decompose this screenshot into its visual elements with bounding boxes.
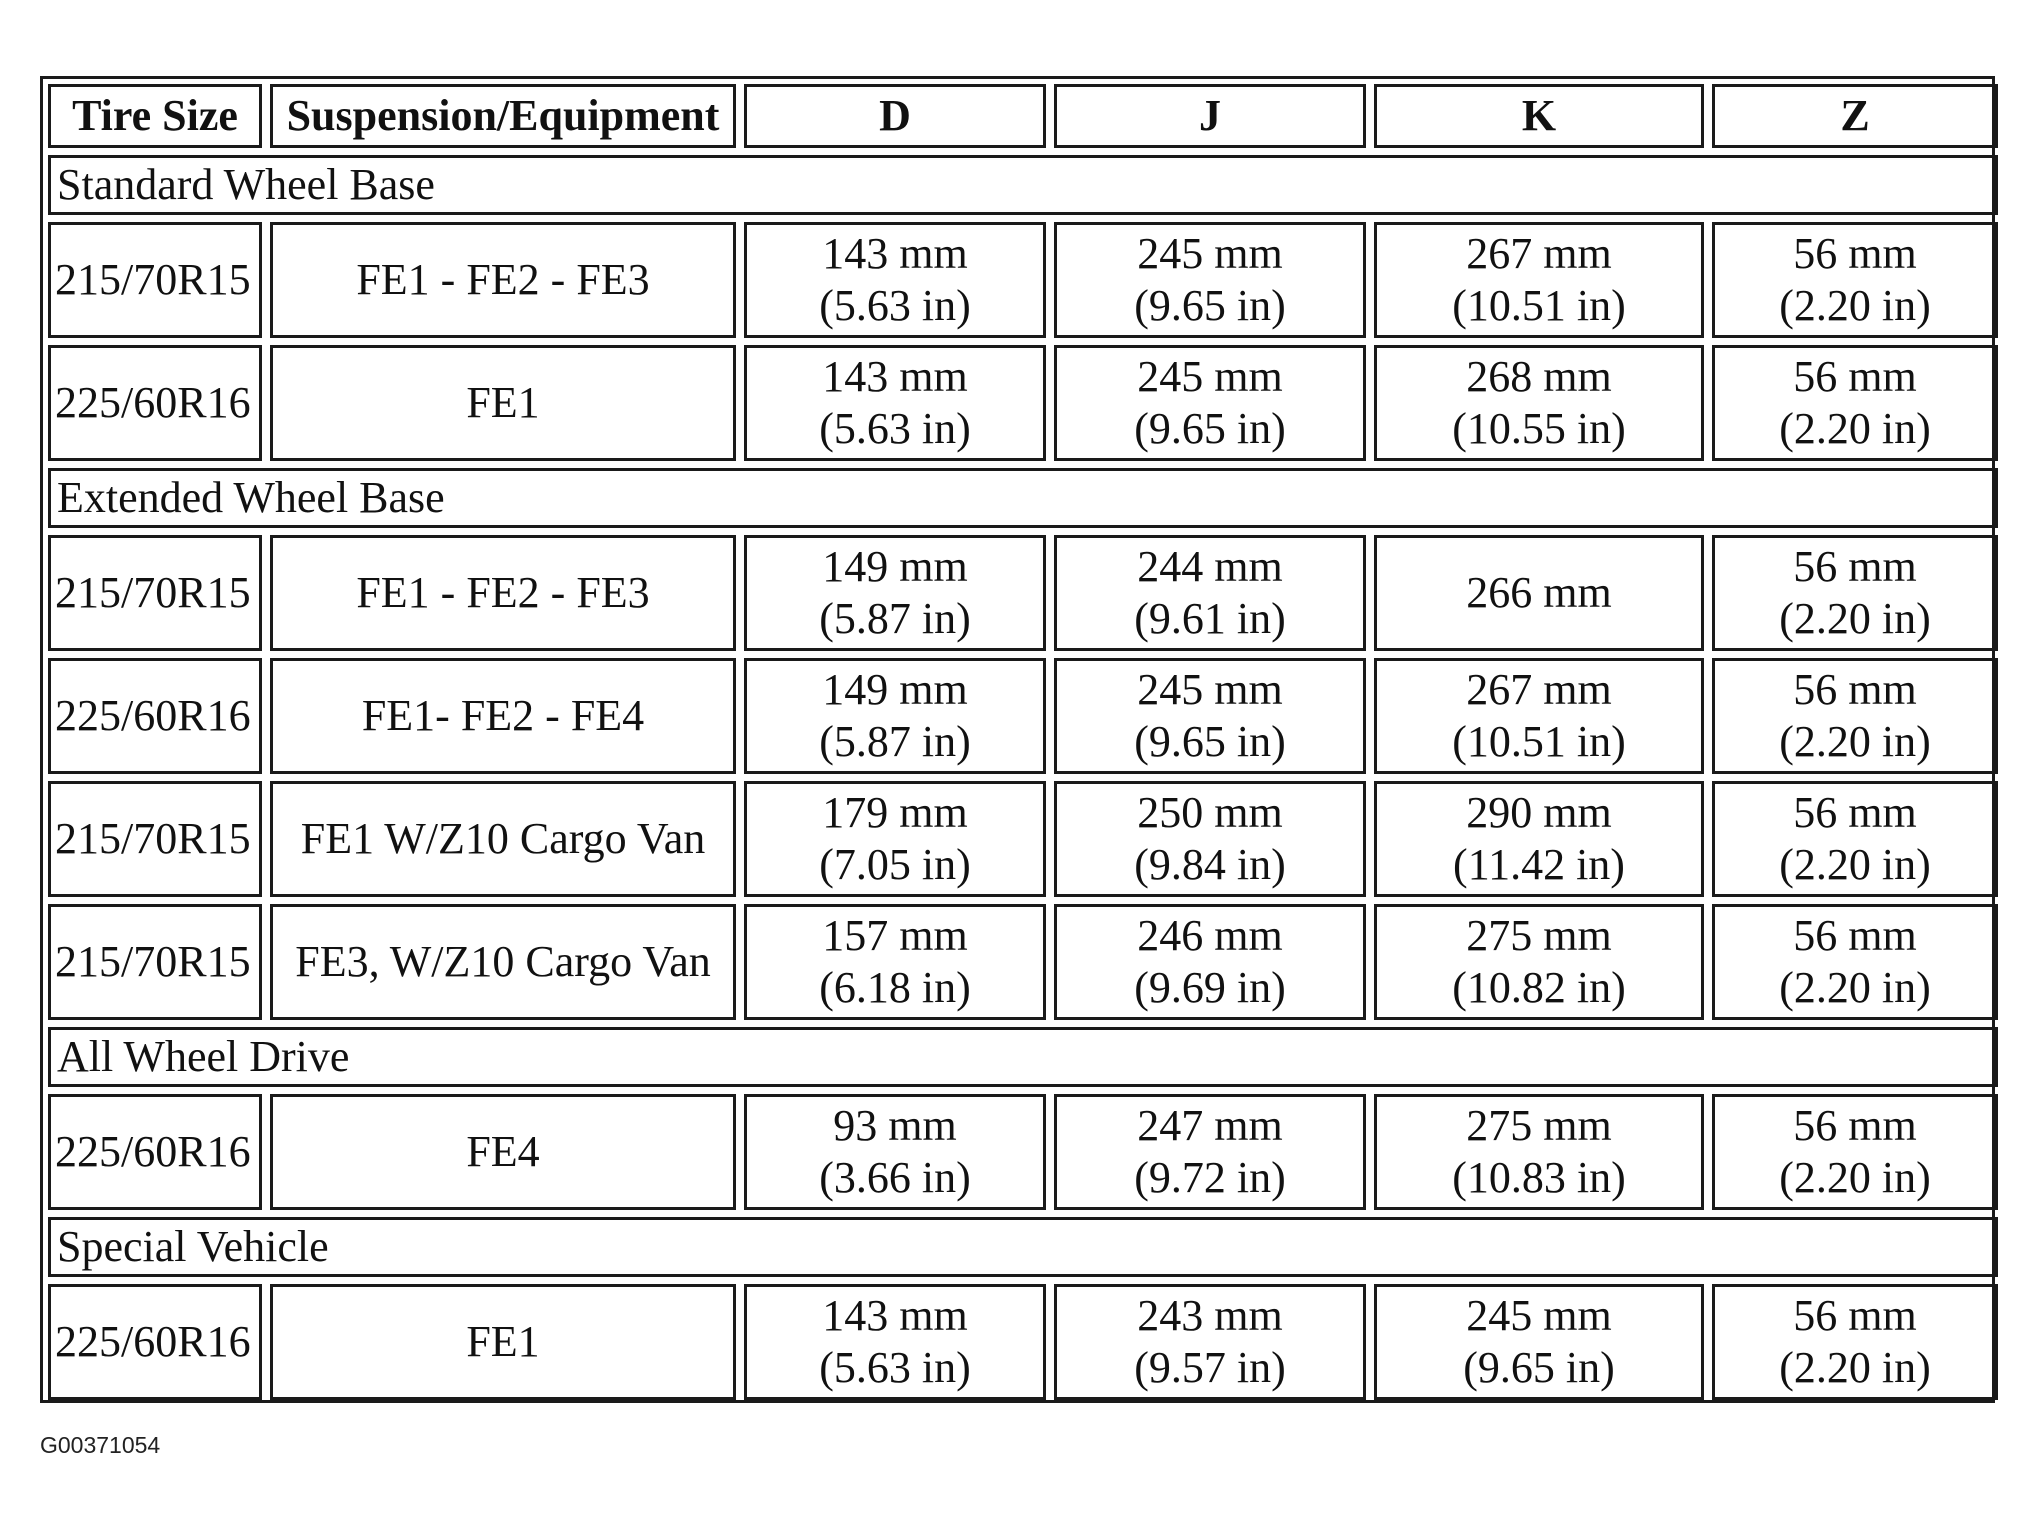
tire-size-cell: 215/70R15	[48, 535, 262, 651]
table-row	[48, 1094, 1998, 1210]
value-cell-z	[1712, 781, 1998, 897]
table-row	[48, 345, 1998, 461]
table-row	[48, 1284, 1998, 1400]
value-mm: 56 mm	[1793, 352, 1917, 401]
value-mm: 143 mm	[822, 352, 968, 401]
table-body	[48, 155, 1998, 1400]
value-in: (5.87 in)	[819, 594, 971, 643]
header-row	[48, 84, 1998, 148]
value-in: (9.65 in)	[1134, 404, 1286, 453]
value-mm: 143 mm	[822, 1291, 968, 1340]
header-tire-size: Tire Size	[48, 84, 262, 148]
value-mm: 245 mm	[1466, 1291, 1612, 1340]
value-in: (9.61 in)	[1134, 594, 1286, 643]
value-cell-z	[1712, 658, 1998, 774]
equipment-cell: FE1	[270, 1284, 736, 1400]
value-mm: 56 mm	[1793, 1101, 1917, 1150]
value-in: (2.20 in)	[1779, 281, 1931, 330]
value-cell-j	[1054, 222, 1366, 338]
value-cell-z	[1712, 1094, 1998, 1210]
section-row	[48, 1217, 1998, 1277]
value-cell-j	[1054, 1284, 1366, 1400]
table-row	[48, 904, 1998, 1020]
value-in: (9.65 in)	[1463, 1343, 1615, 1392]
value-cell-d	[744, 345, 1046, 461]
value-mm: 266 mm	[1466, 568, 1612, 617]
value-mm: 179 mm	[822, 788, 968, 837]
value-cell-z	[1712, 1284, 1998, 1400]
equipment-cell: FE1- FE2 - FE4	[270, 658, 736, 774]
value-cell-d	[744, 535, 1046, 651]
value-mm: 143 mm	[822, 229, 968, 278]
value-mm: 243 mm	[1137, 1291, 1283, 1340]
figure-id: G00371054	[40, 1432, 161, 1458]
value-mm: 250 mm	[1137, 788, 1283, 837]
value-cell-k	[1374, 1284, 1704, 1400]
value-mm: 149 mm	[822, 665, 968, 714]
header-d: D	[744, 84, 1046, 148]
value-mm: 245 mm	[1137, 352, 1283, 401]
section-title: Extended Wheel Base	[48, 468, 1998, 528]
value-in: (9.65 in)	[1134, 717, 1286, 766]
value-in: (6.18 in)	[819, 963, 971, 1012]
tire-size-cell: 225/60R16	[48, 658, 262, 774]
value-cell-d	[744, 658, 1046, 774]
value-cell-d	[744, 222, 1046, 338]
value-cell-j	[1054, 345, 1366, 461]
value-in: (2.20 in)	[1779, 840, 1931, 889]
value-in: (10.51 in)	[1452, 717, 1626, 766]
value-mm: 93 mm	[833, 1101, 957, 1150]
value-mm: 290 mm	[1466, 788, 1612, 837]
value-in: (2.20 in)	[1779, 717, 1931, 766]
value-in: (10.83 in)	[1452, 1153, 1626, 1202]
value-mm: 56 mm	[1793, 788, 1917, 837]
equipment-cell: FE3, W/Z10 Cargo Van	[270, 904, 736, 1020]
value-mm: 267 mm	[1466, 229, 1612, 278]
value-mm: 275 mm	[1466, 1101, 1612, 1150]
value-cell-k	[1374, 535, 1704, 651]
tire-size-cell: 215/70R15	[48, 904, 262, 1020]
value-mm: 275 mm	[1466, 911, 1612, 960]
header-suspension-equipment: Suspension/Equipment	[270, 84, 736, 148]
value-in: (7.05 in)	[819, 840, 971, 889]
value-in: (2.20 in)	[1779, 404, 1931, 453]
value-in: (2.20 in)	[1779, 594, 1931, 643]
value-mm: 244 mm	[1137, 542, 1283, 591]
value-cell-d	[744, 1284, 1046, 1400]
value-cell-j	[1054, 535, 1366, 651]
table-row	[48, 781, 1998, 897]
tire-spec-table	[40, 77, 2006, 1407]
value-mm: 247 mm	[1137, 1101, 1283, 1150]
value-in: (9.72 in)	[1134, 1153, 1286, 1202]
value-cell-k	[1374, 222, 1704, 338]
value-cell-k	[1374, 1094, 1704, 1210]
value-cell-d	[744, 904, 1046, 1020]
value-in: (3.66 in)	[819, 1153, 971, 1202]
value-cell-d	[744, 781, 1046, 897]
value-mm: 56 mm	[1793, 665, 1917, 714]
equipment-cell: FE1	[270, 345, 736, 461]
section-row	[48, 468, 1998, 528]
value-in: (10.82 in)	[1452, 963, 1626, 1012]
value-mm: 56 mm	[1793, 229, 1917, 278]
value-cell-z	[1712, 345, 1998, 461]
value-cell-j	[1054, 658, 1366, 774]
value-cell-k	[1374, 658, 1704, 774]
value-mm: 267 mm	[1466, 665, 1612, 714]
value-in: (9.69 in)	[1134, 963, 1286, 1012]
value-cell-d	[744, 1094, 1046, 1210]
section-row	[48, 155, 1998, 215]
header-k: K	[1374, 84, 1704, 148]
value-cell-z	[1712, 222, 1998, 338]
value-in: (5.63 in)	[819, 281, 971, 330]
value-cell-k	[1374, 345, 1704, 461]
tire-size-cell: 225/60R16	[48, 345, 262, 461]
equipment-cell: FE1 - FE2 - FE3	[270, 222, 736, 338]
equipment-cell: FE1 - FE2 - FE3	[270, 535, 736, 651]
value-cell-z	[1712, 904, 1998, 1020]
value-mm: 56 mm	[1793, 542, 1917, 591]
value-mm: 149 mm	[822, 542, 968, 591]
section-title: Standard Wheel Base	[48, 155, 1998, 215]
tire-size-cell: 215/70R15	[48, 222, 262, 338]
value-cell-k	[1374, 904, 1704, 1020]
value-mm: 56 mm	[1793, 1291, 1917, 1340]
value-in: (2.20 in)	[1779, 963, 1931, 1012]
value-in: (5.63 in)	[819, 404, 971, 453]
tire-size-cell: 215/70R15	[48, 781, 262, 897]
section-title: All Wheel Drive	[48, 1027, 1998, 1087]
table-row	[48, 535, 1998, 651]
value-in: (5.87 in)	[819, 717, 971, 766]
value-in: (9.84 in)	[1134, 840, 1286, 889]
tire-size-cell: 225/60R16	[48, 1284, 262, 1400]
value-in: (9.57 in)	[1134, 1343, 1286, 1392]
value-cell-j	[1054, 1094, 1366, 1210]
value-in: (11.42 in)	[1453, 840, 1625, 889]
table-row	[48, 658, 1998, 774]
value-mm: 157 mm	[822, 911, 968, 960]
tire-size-cell: 225/60R16	[48, 1094, 262, 1210]
value-in: (2.20 in)	[1779, 1343, 1931, 1392]
value-mm: 245 mm	[1137, 229, 1283, 278]
equipment-cell: FE4	[270, 1094, 736, 1210]
value-in: (10.51 in)	[1452, 281, 1626, 330]
value-mm: 246 mm	[1137, 911, 1283, 960]
equipment-cell: FE1 W/Z10 Cargo Van	[270, 781, 736, 897]
value-in: (10.55 in)	[1452, 404, 1626, 453]
value-mm: 245 mm	[1137, 665, 1283, 714]
value-mm: 56 mm	[1793, 911, 1917, 960]
value-cell-j	[1054, 904, 1366, 1020]
value-mm: 268 mm	[1466, 352, 1612, 401]
value-in: (2.20 in)	[1779, 1153, 1931, 1202]
table-row	[48, 222, 1998, 338]
section-title: Special Vehicle	[48, 1217, 1998, 1277]
value-in: (5.63 in)	[819, 1343, 971, 1392]
value-cell-k	[1374, 781, 1704, 897]
value-in: (9.65 in)	[1134, 281, 1286, 330]
section-row	[48, 1027, 1998, 1087]
value-cell-z	[1712, 535, 1998, 651]
header-j: J	[1054, 84, 1366, 148]
header-z: Z	[1712, 84, 1998, 148]
value-cell-j	[1054, 781, 1366, 897]
